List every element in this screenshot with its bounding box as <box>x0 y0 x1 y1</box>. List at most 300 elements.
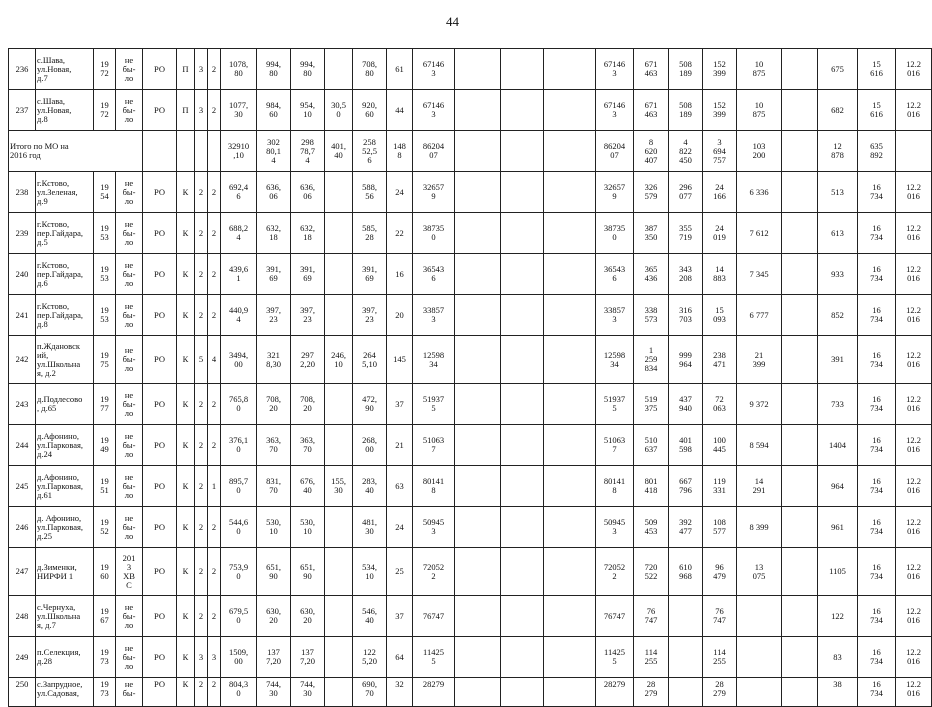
cell-t1: 28279 <box>596 678 634 707</box>
cell-p: 1404 <box>818 425 858 466</box>
cell-a2: 137 7,20 <box>257 637 291 678</box>
table-row <box>9 678 932 707</box>
cell-ent: 2 <box>208 507 221 548</box>
cell-over: не бы- ло <box>116 254 143 295</box>
cell-a2: 994, 80 <box>257 49 291 90</box>
cell-d: 12.2 016 <box>896 49 932 90</box>
cell-t3: 4 822 450 <box>669 131 703 172</box>
cell-e3 <box>544 637 596 678</box>
cell-a2: 397, 23 <box>257 295 291 336</box>
cell-ent: 2 <box>208 548 221 596</box>
cell-e2 <box>501 172 544 213</box>
cell-ro: РО <box>143 172 177 213</box>
cell-ent: 2 <box>208 295 221 336</box>
cell-e3 <box>544 295 596 336</box>
cell-mat: П <box>177 49 195 90</box>
cell-ro: РО <box>143 425 177 466</box>
cell-a1: 1077, 30 <box>221 90 257 131</box>
cell-e4 <box>782 90 818 131</box>
cell-num: 240 <box>9 254 36 295</box>
cell-t5: 6 336 <box>737 172 782 213</box>
cell-q: 16 734 <box>858 596 896 637</box>
cell-num: 248 <box>9 596 36 637</box>
cell-s1: 86204 07 <box>413 131 455 172</box>
cell-t2: 326 579 <box>634 172 669 213</box>
cell-a4 <box>325 213 353 254</box>
cell-year: 19 53 <box>94 213 116 254</box>
cell-t1: 33857 3 <box>596 295 634 336</box>
cell-year: 19 51 <box>94 466 116 507</box>
cell-a1: 376,1 0 <box>221 425 257 466</box>
cell-n: 22 <box>387 213 413 254</box>
cell-t5: 9 372 <box>737 384 782 425</box>
cell-e3 <box>544 172 596 213</box>
cell-t1: 76747 <box>596 596 634 637</box>
cell-a1: 679,5 0 <box>221 596 257 637</box>
cell-d: 12.2 016 <box>896 507 932 548</box>
cell-t1: 72052 2 <box>596 548 634 596</box>
cell-e2 <box>501 507 544 548</box>
cell-fl: 2 <box>195 678 208 707</box>
cell-p: 733 <box>818 384 858 425</box>
cell-e2 <box>501 596 544 637</box>
cell-a5: 397, 23 <box>353 295 387 336</box>
cell-year: 19 52 <box>94 507 116 548</box>
cell-n: 25 <box>387 548 413 596</box>
cell-t5: 10 875 <box>737 90 782 131</box>
cell-e4 <box>782 213 818 254</box>
cell-q: 16 734 <box>858 678 896 707</box>
cell-e4 <box>782 548 818 596</box>
cell-over: не бы- ло <box>116 596 143 637</box>
cell-ro: РО <box>143 384 177 425</box>
cell-e1 <box>455 678 501 707</box>
cell-a1: 753,9 0 <box>221 548 257 596</box>
cell-q: 16 734 <box>858 466 896 507</box>
cell-a2: 630, 20 <box>257 596 291 637</box>
cell-a1: 1509, 00 <box>221 637 257 678</box>
cell-a4: 401, 40 <box>325 131 353 172</box>
cell-fl: 2 <box>195 295 208 336</box>
cell-q: 16 734 <box>858 254 896 295</box>
cell-addr: г.Кстово, пер.Гайдара, д.5 <box>36 213 94 254</box>
cell-s1: 36543 6 <box>413 254 455 295</box>
cell-s1: 51063 7 <box>413 425 455 466</box>
cell-p: 682 <box>818 90 858 131</box>
cell-mat: К <box>177 213 195 254</box>
cell-a4 <box>325 548 353 596</box>
cell-ro: РО <box>143 213 177 254</box>
table-row <box>9 548 932 596</box>
cell-q: 16 734 <box>858 384 896 425</box>
cell-t3: 437 940 <box>669 384 703 425</box>
cell-num: 244 <box>9 425 36 466</box>
cell-ro: РО <box>143 336 177 384</box>
cell-e4 <box>782 507 818 548</box>
cell-addr: г.Кстово, пер.Гайдара, д.6 <box>36 254 94 295</box>
cell-a5: 481, 30 <box>353 507 387 548</box>
cell-e1 <box>455 90 501 131</box>
cell-a5: 546, 40 <box>353 596 387 637</box>
cell-t5: 13 075 <box>737 548 782 596</box>
cell-mat: К <box>177 596 195 637</box>
cell-a2: 632, 18 <box>257 213 291 254</box>
cell-ent: 2 <box>208 49 221 90</box>
cell-t5 <box>737 678 782 707</box>
cell-mat: К <box>177 254 195 295</box>
cell-a1: 895,7 0 <box>221 466 257 507</box>
cell-e0c <box>195 131 208 172</box>
cell-t1: 36543 6 <box>596 254 634 295</box>
cell-num: 242 <box>9 336 36 384</box>
cell-q: 16 734 <box>858 548 896 596</box>
cell-year: 19 77 <box>94 384 116 425</box>
cell-ent: 4 <box>208 336 221 384</box>
cell-e1 <box>455 637 501 678</box>
cell-p: 933 <box>818 254 858 295</box>
cell-over: не бы- ло <box>116 295 143 336</box>
cell-e4 <box>782 466 818 507</box>
cell-ro: РО <box>143 596 177 637</box>
cell-s1: 51937 5 <box>413 384 455 425</box>
cell-t3: 667 796 <box>669 466 703 507</box>
cell-e4 <box>782 131 818 172</box>
cell-ro: РО <box>143 90 177 131</box>
cell-ro: РО <box>143 507 177 548</box>
cell-a3: 744, 30 <box>291 678 325 707</box>
cell-d: 12.2 016 <box>896 425 932 466</box>
cell-e2 <box>501 90 544 131</box>
cell-over: 201 3 ХВ С <box>116 548 143 596</box>
cell-a4 <box>325 425 353 466</box>
register-table <box>8 48 932 707</box>
cell-q: 15 616 <box>858 49 896 90</box>
cell-e4 <box>782 254 818 295</box>
cell-num: 238 <box>9 172 36 213</box>
cell-d: 12.2 016 <box>896 295 932 336</box>
cell-mat: К <box>177 295 195 336</box>
cell-t1: 32657 9 <box>596 172 634 213</box>
cell-e2 <box>501 336 544 384</box>
cell-q: 16 734 <box>858 172 896 213</box>
cell-d: 12.2 016 <box>896 172 932 213</box>
cell-t4: 152 399 <box>703 90 737 131</box>
cell-s1: 80141 8 <box>413 466 455 507</box>
cell-num: 237 <box>9 90 36 131</box>
cell-t5: 103 200 <box>737 131 782 172</box>
cell-a4 <box>325 172 353 213</box>
cell-year: 19 72 <box>94 49 116 90</box>
cell-e1 <box>455 548 501 596</box>
cell-addr: г.Кстово, ул.Зеленая, д.9 <box>36 172 94 213</box>
cell-a2: 831, 70 <box>257 466 291 507</box>
cell-ro: РО <box>143 49 177 90</box>
cell-over: не бы- ло <box>116 49 143 90</box>
cell-a1: 1078, 80 <box>221 49 257 90</box>
cell-t5: 8 399 <box>737 507 782 548</box>
cell-a3: 530, 10 <box>291 507 325 548</box>
cell-n: 24 <box>387 172 413 213</box>
cell-p: 12 878 <box>818 131 858 172</box>
cell-e3 <box>544 425 596 466</box>
cell-year: 19 72 <box>94 90 116 131</box>
cell-a3: 397, 23 <box>291 295 325 336</box>
cell-n: 21 <box>387 425 413 466</box>
cell-t2: 671 463 <box>634 90 669 131</box>
cell-p: 675 <box>818 49 858 90</box>
cell-a1: 692,4 6 <box>221 172 257 213</box>
cell-e1 <box>455 295 501 336</box>
table-row <box>9 384 932 425</box>
cell-num: 249 <box>9 637 36 678</box>
cell-t3: 296 077 <box>669 172 703 213</box>
table-row <box>9 336 932 384</box>
cell-n: 20 <box>387 295 413 336</box>
cell-n: 145 <box>387 336 413 384</box>
cell-ent: 2 <box>208 254 221 295</box>
cell-t4: 15 093 <box>703 295 737 336</box>
cell-q: 16 734 <box>858 336 896 384</box>
cell-a5: 690, 70 <box>353 678 387 707</box>
table-row <box>9 425 932 466</box>
cell-a2: 984, 60 <box>257 90 291 131</box>
cell-e2 <box>501 637 544 678</box>
cell-t4: 100 445 <box>703 425 737 466</box>
cell-over: не бы- ло <box>116 213 143 254</box>
cell-addr: д.Подлесово , д.65 <box>36 384 94 425</box>
cell-a5: 391, 69 <box>353 254 387 295</box>
cell-fl: 5 <box>195 336 208 384</box>
cell-mat: К <box>177 466 195 507</box>
total-row <box>9 131 932 172</box>
cell-fl: 3 <box>195 637 208 678</box>
cell-a3: 708, 20 <box>291 384 325 425</box>
cell-t2: 114 255 <box>634 637 669 678</box>
cell-p: 964 <box>818 466 858 507</box>
cell-e1 <box>455 336 501 384</box>
cell-t2: 720 522 <box>634 548 669 596</box>
cell-mat: К <box>177 425 195 466</box>
cell-t1: 38735 0 <box>596 213 634 254</box>
cell-e3 <box>544 254 596 295</box>
cell-t3: 355 719 <box>669 213 703 254</box>
cell-e0a <box>143 131 177 172</box>
cell-a2: 651, 90 <box>257 548 291 596</box>
cell-a3: 994, 80 <box>291 49 325 90</box>
cell-t3: 508 189 <box>669 90 703 131</box>
cell-a3: 298 78,7 4 <box>291 131 325 172</box>
cell-t1: 67146 3 <box>596 90 634 131</box>
cell-over: не бы- ло <box>116 336 143 384</box>
cell-t3: 610 968 <box>669 548 703 596</box>
cell-p: 83 <box>818 637 858 678</box>
cell-s1: 67146 3 <box>413 90 455 131</box>
cell-a2: 708, 20 <box>257 384 291 425</box>
cell-s1: 76747 <box>413 596 455 637</box>
cell-t5 <box>737 596 782 637</box>
cell-t1: 50945 3 <box>596 507 634 548</box>
cell-addr: д.Афонино, ул.Парковая, д.61 <box>36 466 94 507</box>
cell-e1 <box>455 131 501 172</box>
cell-addr: п.Селекция, д.28 <box>36 637 94 678</box>
cell-e2 <box>501 213 544 254</box>
cell-p: 391 <box>818 336 858 384</box>
cell-t4: 24 166 <box>703 172 737 213</box>
cell-t3: 999 964 <box>669 336 703 384</box>
cell-t4: 114 255 <box>703 637 737 678</box>
cell-a1: 688,2 4 <box>221 213 257 254</box>
cell-ent: 2 <box>208 172 221 213</box>
cell-d: 12.2 016 <box>896 90 932 131</box>
cell-ent: 3 <box>208 637 221 678</box>
cell-t5: 6 777 <box>737 295 782 336</box>
cell-mat: П <box>177 90 195 131</box>
cell-num: 250 <box>9 678 36 707</box>
cell-t5: 7 612 <box>737 213 782 254</box>
cell-a5: 122 5,20 <box>353 637 387 678</box>
cell-t3: 316 703 <box>669 295 703 336</box>
cell-t2: 76 747 <box>634 596 669 637</box>
cell-addr: с.Запрудное, ул.Садовая, <box>36 678 94 707</box>
cell-a3: 137 7,20 <box>291 637 325 678</box>
cell-e1 <box>455 507 501 548</box>
cell-s1: 32657 9 <box>413 172 455 213</box>
cell-over: не бы- ло <box>116 466 143 507</box>
cell-n: 37 <box>387 384 413 425</box>
cell-a3: 630, 20 <box>291 596 325 637</box>
cell-year: 19 73 <box>94 678 116 707</box>
cell-t5: 7 345 <box>737 254 782 295</box>
cell-fl: 2 <box>195 213 208 254</box>
cell-over: не бы- ло <box>116 90 143 131</box>
cell-ent: 2 <box>208 90 221 131</box>
cell-e1 <box>455 425 501 466</box>
cell-a3: 391, 69 <box>291 254 325 295</box>
cell-e2 <box>501 295 544 336</box>
cell-num: 241 <box>9 295 36 336</box>
cell-a5: 283, 40 <box>353 466 387 507</box>
cell-a5: 534, 10 <box>353 548 387 596</box>
page-number: 44 <box>446 14 459 29</box>
cell-e2 <box>501 131 544 172</box>
table-row <box>9 596 932 637</box>
cell-t3: 401 598 <box>669 425 703 466</box>
table-row <box>9 49 932 90</box>
cell-t4: 108 577 <box>703 507 737 548</box>
cell-fl: 2 <box>195 507 208 548</box>
cell-e2 <box>501 49 544 90</box>
cell-over: не бы- <box>116 678 143 707</box>
cell-e3 <box>544 213 596 254</box>
cell-a4 <box>325 637 353 678</box>
table-row <box>9 466 932 507</box>
cell-s1: 67146 3 <box>413 49 455 90</box>
cell-num: 236 <box>9 49 36 90</box>
cell-fl: 3 <box>195 49 208 90</box>
cell-e2 <box>501 548 544 596</box>
cell-e4 <box>782 637 818 678</box>
cell-d <box>896 131 932 172</box>
cell-n: 37 <box>387 596 413 637</box>
cell-t1: 86204 07 <box>596 131 634 172</box>
cell-t1: 11425 5 <box>596 637 634 678</box>
cell-d: 12.2 016 <box>896 596 932 637</box>
cell-e2 <box>501 466 544 507</box>
cell-mat: К <box>177 507 195 548</box>
cell-ro: РО <box>143 637 177 678</box>
cell-num: 243 <box>9 384 36 425</box>
cell-e1 <box>455 172 501 213</box>
cell-s1: 11425 5 <box>413 637 455 678</box>
cell-fl: 2 <box>195 384 208 425</box>
cell-d: 12.2 016 <box>896 637 932 678</box>
cell-a4 <box>325 507 353 548</box>
cell-e4 <box>782 425 818 466</box>
cell-a5: 585, 28 <box>353 213 387 254</box>
cell-t2: 365 436 <box>634 254 669 295</box>
cell-t2: 338 573 <box>634 295 669 336</box>
cell-p: 613 <box>818 213 858 254</box>
cell-t2: 8 620 407 <box>634 131 669 172</box>
cell-addr: д.Зименки, НИРФИ 1 <box>36 548 94 596</box>
cell-t5: 21 399 <box>737 336 782 384</box>
cell-ro: РО <box>143 678 177 707</box>
cell-ent: 2 <box>208 678 221 707</box>
cell-addr: г.Кстово, пер.Гайдара, д.8 <box>36 295 94 336</box>
cell-n: 61 <box>387 49 413 90</box>
cell-mat: К <box>177 336 195 384</box>
cell-label: Итого по МО на 2016 год <box>9 131 143 172</box>
cell-t4: 28 279 <box>703 678 737 707</box>
cell-a2: 636, 06 <box>257 172 291 213</box>
cell-num: 245 <box>9 466 36 507</box>
cell-fl: 2 <box>195 425 208 466</box>
cell-t5: 8 594 <box>737 425 782 466</box>
cell-t2: 671 463 <box>634 49 669 90</box>
cell-a2: 363, 70 <box>257 425 291 466</box>
cell-a5: 264 5,10 <box>353 336 387 384</box>
cell-a5: 920, 60 <box>353 90 387 131</box>
cell-e1 <box>455 384 501 425</box>
cell-t4: 96 479 <box>703 548 737 596</box>
cell-p: 1105 <box>818 548 858 596</box>
cell-a3: 363, 70 <box>291 425 325 466</box>
cell-n: 64 <box>387 637 413 678</box>
cell-num: 239 <box>9 213 36 254</box>
cell-d: 12.2 016 <box>896 254 932 295</box>
cell-p: 961 <box>818 507 858 548</box>
cell-over: не бы- ло <box>116 637 143 678</box>
cell-e3 <box>544 678 596 707</box>
table-row <box>9 637 932 678</box>
cell-t3 <box>669 678 703 707</box>
cell-a5: 472, 90 <box>353 384 387 425</box>
cell-a4: 30,5 0 <box>325 90 353 131</box>
cell-fl: 2 <box>195 254 208 295</box>
table-row <box>9 172 932 213</box>
cell-t4: 72 063 <box>703 384 737 425</box>
cell-q: 16 734 <box>858 295 896 336</box>
cell-a2: 530, 10 <box>257 507 291 548</box>
table-row <box>9 295 932 336</box>
cell-n: 148 8 <box>387 131 413 172</box>
cell-s1: 28279 <box>413 678 455 707</box>
cell-e0b <box>177 131 195 172</box>
cell-over: не бы- ло <box>116 384 143 425</box>
cell-addr: с.Шава, ул.Новая, д.7 <box>36 49 94 90</box>
cell-num: 246 <box>9 507 36 548</box>
cell-d: 12.2 016 <box>896 384 932 425</box>
